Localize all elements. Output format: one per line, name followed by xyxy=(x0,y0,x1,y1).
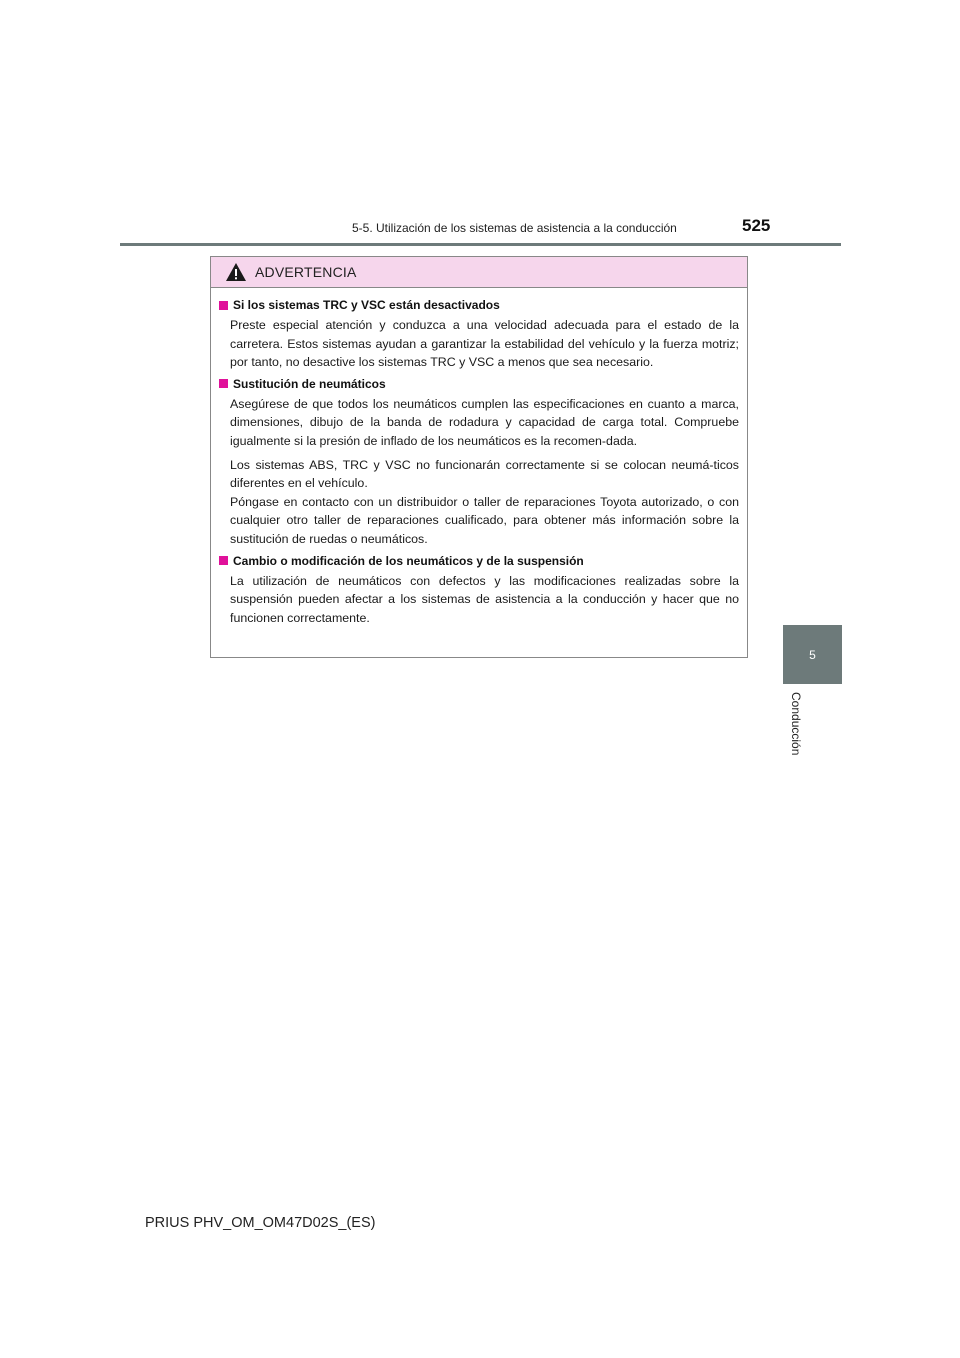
section-heading-text: Cambio o modificación de los neumáticos y de la suspensión xyxy=(233,553,584,568)
warning-title: ADVERTENCIA xyxy=(255,264,357,280)
paragraph: Los sistemas ABS, TRC y VSC no funcionarán correctamente si se colocan neumá-ticos diferentes en el vehículo. xyxy=(230,457,739,491)
section-heading xyxy=(219,298,739,312)
square-bullet-icon xyxy=(219,301,228,310)
warning-box xyxy=(210,256,748,658)
warning-header xyxy=(211,257,747,288)
warning-section-tires xyxy=(219,377,739,549)
chapter-number: 5 xyxy=(809,647,816,662)
section-heading xyxy=(219,554,739,568)
section-heading-text: Si los sistemas TRC y VSC están desactivados xyxy=(233,298,500,312)
chapter-label: Conducción xyxy=(789,692,803,756)
warning-section-trc-vsc xyxy=(219,298,739,372)
header-rule xyxy=(120,243,841,246)
chapter-tab xyxy=(783,625,842,684)
paragraph: Preste especial atención y conduzca a una velocidad adecuada para el estado de la carretera. Estos sistemas ayudan a garantizar la estabilidad del vehículo y la fuerza motriz; por tanto, no desactive los sistemas TRC y VSC a menos que sea necesario. xyxy=(230,318,739,370)
section-title: 5-5. Utilización de los sistemas de asistencia a la conducción xyxy=(352,221,677,235)
footer-model-code: PRIUS PHV_OM_OM47D02S_(ES) xyxy=(145,1215,376,1231)
section-heading xyxy=(219,377,739,391)
paragraph: Asegúrese de que todos los neumáticos cumplen las especificaciones en cuanto a marca, dimensiones, dibujo de la banda de rodadura y capacidad de carga total. Compruebe igualmente si la presión de inflado de los neumáticos es la recomen-dada. xyxy=(230,396,739,448)
paragraph: Póngase en contacto con un distribuidor o taller de reparaciones Toyota autorizado, o con cualquier otro taller de reparaciones cualificado, para obtener más información sobre la sustitución de ruedas o neumáticos. xyxy=(230,494,739,546)
warning-triangle-icon xyxy=(225,262,247,282)
warning-body xyxy=(211,288,747,627)
page-number: 525 xyxy=(742,216,771,235)
section-heading-text: Sustitución de neumáticos xyxy=(233,376,386,391)
warning-section-suspension xyxy=(219,554,739,628)
square-bullet-icon xyxy=(219,379,228,388)
square-bullet-icon xyxy=(219,556,228,565)
paragraph: La utilización de neumáticos con defectos y las modificaciones realizadas sobre la suspensión pueden afectar a los sistemas de asistencia a la conducción y hacer que no funcionen correctamente. xyxy=(230,573,739,625)
